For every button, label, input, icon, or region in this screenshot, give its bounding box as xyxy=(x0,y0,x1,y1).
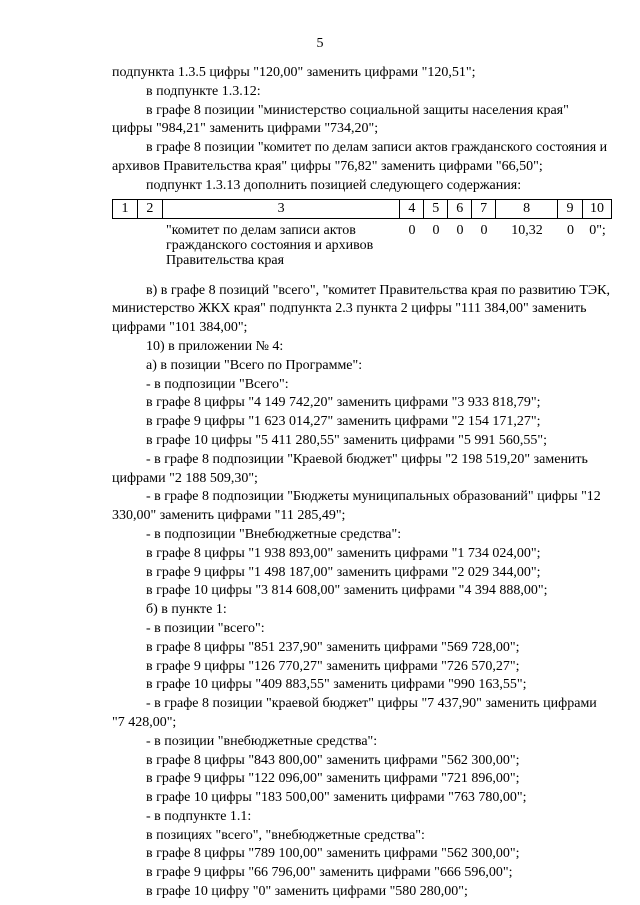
column-number-cell: 1 xyxy=(113,199,138,218)
value-cell: 0 xyxy=(456,222,464,238)
paragraph: 10) в приложении № 4: xyxy=(146,338,284,354)
column-number-cell: 3 xyxy=(162,199,399,218)
paragraph: в графе 8 позиции "комитет по делам записи актов гражданского состояния и архивов Правительства края" цифры "76,82" заменить цифрами "66,50"; xyxy=(112,140,608,174)
paragraph: в графе 8 позиции "министерство социальной защиты населения края" цифры "984,21" заменить цифрами "734,20"; xyxy=(112,102,569,137)
paragraph: в графе 8 цифры "851 237,90" заменить цифрами "569 728,00"; xyxy=(146,639,520,655)
paragraph: в) в графе 8 позиций "всего", "комитет Правительства края по развитию ТЭК, министерство ЖКХ края" подпункта 2.3 пункта 2 цифры "111 384,00" заменить цифрами "101 384,00"; xyxy=(112,282,611,336)
paragraph: в позициях "всего", "внебюджетные средства": xyxy=(146,827,425,843)
paragraph: - в графе 8 позиции "краевой бюджет" цифры "7 437,90" заменить цифрами "7 428,00"; xyxy=(112,696,597,730)
cell-col1 xyxy=(112,223,137,268)
paragraph: в графе 9 цифры "1 498 187,00" заменить цифрами "2 029 344,00"; xyxy=(146,564,541,580)
document-body xyxy=(112,64,612,902)
page-number: 5 xyxy=(316,36,324,51)
paragraph: - в позиции "внебюджетные средства": xyxy=(146,733,378,749)
amendment-paragraphs xyxy=(112,282,612,902)
value-cell: 0 xyxy=(567,222,574,238)
paragraph: б) в пункте 1: xyxy=(146,602,227,618)
paragraph: в графе 10 цифры "3 814 608,00" заменить цифрами "4 394 888,00"; xyxy=(146,583,548,599)
paragraph: в графе 8 цифры "1 938 893,00" заменить цифрами "1 734 024,00"; xyxy=(146,545,541,561)
column-number-table xyxy=(112,199,612,219)
column-number-cell: 8 xyxy=(496,199,558,218)
value-cell: 0 xyxy=(432,222,440,238)
added-position-table xyxy=(112,223,612,268)
paragraph: - в позиции "всего": xyxy=(146,620,265,636)
paragraph: в графе 8 цифры "4 149 742,20" заменить цифрами "3 933 818,79"; xyxy=(146,395,541,411)
added-position-row xyxy=(112,223,612,268)
paragraph: в графе 8 цифры "843 800,00" заменить цифрами "562 300,00"; xyxy=(146,752,520,768)
column-number-cell: 9 xyxy=(558,199,583,218)
paragraph: в графе 10 цифру "0" заменить цифрами "580 280,00"; xyxy=(146,884,468,900)
paragraph: - в подпункте 1.1: xyxy=(146,808,252,824)
value-cell: 10,32 xyxy=(511,222,543,238)
column-number-cell: 7 xyxy=(472,199,496,218)
column-number-cell: 10 xyxy=(582,199,611,218)
cell-col2 xyxy=(137,223,162,268)
paragraph: подпункт 1.3.13 дополнить позицией следующего содержания: xyxy=(146,177,522,193)
position-name-cell: "комитет по делам записи актов гражданского состояния и архивов Правительства края xyxy=(166,222,374,268)
intro-paragraphs xyxy=(112,64,612,196)
paragraph: а) в позиции "Всего по Программе": xyxy=(146,357,363,373)
column-number-cell: 4 xyxy=(400,199,424,218)
paragraph: в графе 8 цифры "789 100,00" заменить цифрами "562 300,00"; xyxy=(146,846,520,862)
paragraph: в графе 9 цифры "66 796,00" заменить цифрами "666 596,00"; xyxy=(146,865,513,881)
paragraph: - в подпозиции "Внебюджетные средства": xyxy=(146,526,402,542)
paragraph: - в графе 8 подпозиции "Краевой бюджет" цифры "2 198 519,20" заменить цифрами "2 188 509,30"; xyxy=(112,451,588,486)
value-cell: 0"; xyxy=(589,222,606,238)
paragraph: в графе 10 цифры "183 500,00" заменить цифрами "763 780,00"; xyxy=(146,790,527,806)
column-number-cell: 2 xyxy=(137,199,162,218)
paragraph: в графе 9 цифры "1 623 014,27" заменить цифрами "2 154 171,27"; xyxy=(146,414,541,430)
paragraph: в графе 9 цифры "122 096,00" заменить цифрами "721 896,00"; xyxy=(146,771,520,787)
paragraph: в подпункте 1.3.12: xyxy=(146,83,261,99)
paragraph: подпункта 1.3.5 цифры "120,00" заменить цифрами "120,51"; xyxy=(112,65,476,80)
column-number-row xyxy=(113,199,612,218)
paragraph: - в подпозиции "Всего": xyxy=(146,376,289,392)
paragraph: в графе 10 цифры "409 883,55" заменить цифрами "990 163,55"; xyxy=(146,677,527,693)
column-number-cell: 6 xyxy=(448,199,472,218)
paragraph: в графе 9 цифры "126 770,27" заменить цифрами "726 570,27"; xyxy=(146,658,520,674)
column-number-cell: 5 xyxy=(424,199,448,218)
value-cell: 0 xyxy=(408,222,416,238)
value-cell: 0 xyxy=(480,222,488,238)
paragraph: в графе 10 цифры "5 411 280,55" заменить цифрами "5 991 560,55"; xyxy=(146,432,547,448)
paragraph: - в графе 8 подпозиции "Бюджеты муниципальных образований" цифры "12 330,00" заменить цифрами "11 285,49"; xyxy=(112,489,601,524)
